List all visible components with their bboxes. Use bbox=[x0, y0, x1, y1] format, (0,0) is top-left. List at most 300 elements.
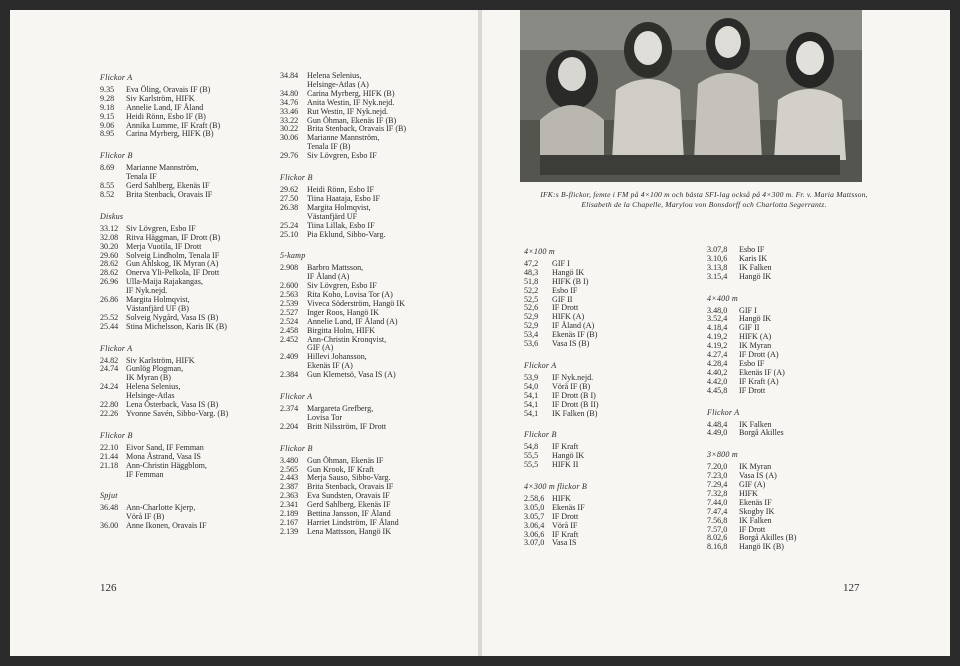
athlete-or-team: Lena Mattsson, Hangö IK bbox=[307, 526, 392, 536]
section-spacer bbox=[280, 239, 470, 250]
result-row bbox=[280, 371, 470, 380]
athlete-or-team: IF Drott bbox=[739, 524, 766, 534]
result-row bbox=[524, 410, 694, 419]
athlete-or-team: Heidi Rönn, Esbo IF bbox=[307, 184, 374, 194]
athlete-or-team: Brita Stenback, Oravais IF bbox=[307, 482, 394, 492]
result-value: 32.08 bbox=[100, 232, 119, 242]
athlete-or-team: Eva Sundsten, Oravais IF bbox=[307, 491, 390, 501]
result-row bbox=[524, 513, 694, 522]
result-value: 26.96 bbox=[100, 277, 119, 287]
result-value: 2.527 bbox=[280, 307, 299, 317]
athlete-or-team: GIF I bbox=[739, 305, 757, 315]
result-value: 24.24 bbox=[100, 382, 119, 392]
section-header: Flickor A bbox=[280, 392, 313, 402]
athlete-or-team: IF Åland (A) bbox=[307, 272, 350, 282]
result-row bbox=[707, 264, 877, 273]
result-row bbox=[524, 287, 694, 296]
athlete-or-team: Inger Roos, Hangö IK bbox=[307, 307, 379, 317]
athlete-or-team: Eivor Sand, IF Femman bbox=[126, 442, 204, 452]
athlete-or-team: Brita Stenback, Oravais IF bbox=[126, 189, 213, 199]
athlete-or-team: Hangö IK bbox=[739, 271, 772, 281]
athlete-or-team: GIF (A) bbox=[307, 343, 334, 353]
section-spacer bbox=[707, 282, 877, 293]
athlete-or-team: Eva Öling, Oravais IF (B) bbox=[126, 84, 211, 94]
section-header: Flickor A bbox=[100, 73, 133, 82]
section-header: Flickor B bbox=[524, 430, 557, 440]
result-value: 4.28,4 bbox=[707, 358, 728, 368]
athlete-or-team: Carina Myrberg, HIFK (B) bbox=[126, 129, 214, 139]
result-value: 28.62 bbox=[100, 268, 119, 278]
athlete-or-team: Margita Holmqvist, bbox=[307, 202, 371, 212]
result-value: 33.46 bbox=[280, 106, 299, 116]
result-row bbox=[707, 499, 877, 508]
result-value: 47,2 bbox=[524, 258, 539, 268]
left-page bbox=[10, 10, 478, 656]
right-page bbox=[482, 10, 950, 656]
section-header: 3×800 m bbox=[707, 450, 738, 460]
section-header: Flickor A bbox=[524, 360, 557, 370]
result-row bbox=[524, 531, 694, 540]
result-value: 53,4 bbox=[524, 330, 539, 340]
athlete-or-team: Borgå Akilles (B) bbox=[739, 533, 797, 543]
section-spacer bbox=[524, 349, 694, 360]
result-value: 3.07,0 bbox=[524, 538, 545, 548]
athlete-or-team: Gerd Sahlberg, Ekenäs IF bbox=[307, 500, 391, 510]
athlete-or-team: Vörå IF (B) bbox=[126, 512, 165, 522]
result-value: 52,5 bbox=[524, 294, 539, 304]
athlete-or-team: Helena Selenius, bbox=[307, 71, 362, 80]
result-value: 2.384 bbox=[280, 370, 299, 380]
athlete-or-team: HIFK (B I) bbox=[552, 276, 589, 286]
result-value: 2.600 bbox=[280, 281, 299, 291]
result-value: 30.22 bbox=[280, 124, 299, 134]
result-value: 8.95 bbox=[100, 129, 115, 139]
result-value: 54,1 bbox=[524, 390, 539, 400]
athlete-or-team: IK Myran (B) bbox=[126, 373, 171, 383]
page-number-right: 127 bbox=[843, 582, 860, 594]
athlete-or-team: Västanfjärd UF bbox=[307, 211, 358, 221]
result-value: 30.06 bbox=[280, 133, 299, 143]
athlete-or-team: Rita Koho, Lovisa Tor (A) bbox=[307, 290, 393, 300]
result-value: 2.565 bbox=[280, 464, 299, 474]
result-row bbox=[707, 342, 877, 351]
result-value: 7.56,8 bbox=[707, 515, 728, 525]
section-spacer bbox=[100, 139, 280, 150]
result-value: 22.10 bbox=[100, 442, 119, 452]
result-value: 7.20,0 bbox=[707, 462, 728, 472]
result-value: 4.45,8 bbox=[707, 385, 728, 395]
athlete-or-team: Brita Stenback, Oravais IF (B) bbox=[307, 124, 407, 134]
athlete-or-team: Vasa IS bbox=[552, 538, 577, 548]
athlete-or-team: Gun Klemetsö, Vasa IS (A) bbox=[307, 370, 396, 380]
result-value: 34.84 bbox=[280, 71, 299, 80]
result-row bbox=[524, 313, 694, 322]
athlete-or-team: Esbo IF bbox=[552, 285, 578, 295]
athlete-or-team: HIFK (A) bbox=[552, 312, 585, 322]
result-value: 2.539 bbox=[280, 298, 299, 308]
result-row bbox=[707, 351, 877, 360]
result-value: 36.00 bbox=[100, 521, 119, 531]
result-row bbox=[524, 296, 694, 305]
athlete-or-team: Onerva Yli-Pelkola, IF Drott bbox=[126, 268, 220, 278]
section-header: Flickor B bbox=[100, 430, 133, 440]
section-spacer bbox=[100, 200, 280, 211]
result-value: 22.80 bbox=[100, 400, 119, 410]
result-value: 3.05,7 bbox=[524, 511, 545, 521]
result-value: 7.29,4 bbox=[707, 480, 728, 490]
athlete-or-team: IF Drott bbox=[739, 385, 766, 395]
athlete-or-team: Hillevi Johansson, bbox=[307, 352, 367, 362]
result-value: 48,3 bbox=[524, 267, 539, 277]
athlete-or-team: Anne Ikonen, Oravais IF bbox=[126, 521, 207, 531]
result-value: 3.52,4 bbox=[707, 314, 728, 324]
athlete-or-team: Ann-Charlotte Kjerp, bbox=[126, 503, 196, 513]
result-value: 34.80 bbox=[280, 88, 299, 98]
result-value: 9.06 bbox=[100, 120, 115, 130]
result-value: 2.908 bbox=[280, 263, 299, 273]
result-value: 53,6 bbox=[524, 339, 539, 349]
athlete-or-team: Ekenäs IF (A) bbox=[307, 361, 353, 371]
athlete-or-team: Tiina Lillak, Esbo IF bbox=[307, 220, 375, 230]
result-value: 21.44 bbox=[100, 451, 119, 461]
result-value: 7.23,0 bbox=[707, 471, 728, 481]
athlete-or-team: GIF II bbox=[552, 294, 573, 304]
result-value: 4.19,2 bbox=[707, 341, 728, 351]
result-value: 29.60 bbox=[100, 250, 119, 260]
result-row bbox=[707, 246, 877, 255]
result-value: 2.458 bbox=[280, 325, 299, 335]
athlete-or-team: Merja Vuotila, IF Drott bbox=[126, 241, 202, 251]
section-header: Flickor B bbox=[100, 151, 133, 161]
result-value: 4.27,4 bbox=[707, 350, 728, 360]
athlete-or-team: Margita Holmqvist, bbox=[126, 295, 190, 305]
athlete-or-team: Ann-Christin Häggblom, bbox=[126, 460, 207, 470]
result-value: 51,8 bbox=[524, 276, 539, 286]
athlete-or-team: Marianne Mannström, bbox=[126, 163, 199, 173]
athlete-or-team: Ekenäs IF bbox=[739, 497, 772, 507]
athlete-or-team: IF Drott (B II) bbox=[552, 399, 599, 409]
result-value: 4.19,2 bbox=[707, 332, 728, 342]
result-value: 52,6 bbox=[524, 303, 539, 313]
athlete-or-team: Margareta Grefberg, bbox=[307, 404, 374, 413]
athlete-or-team: HIFK bbox=[552, 493, 571, 503]
athlete-or-team: Siv Lövgren, Esbo IF bbox=[307, 151, 377, 161]
result-row bbox=[707, 315, 877, 324]
athlete-or-team: HIFK bbox=[739, 488, 758, 498]
athlete-or-team: Helsinge-Atlas bbox=[126, 391, 175, 401]
result-value: 4.40,2 bbox=[707, 367, 728, 377]
result-value: 9.15 bbox=[100, 111, 115, 121]
result-value: 7.32,8 bbox=[707, 488, 728, 498]
result-value: 26.86 bbox=[100, 295, 119, 305]
result-value: 24.74 bbox=[100, 364, 119, 374]
athlete-or-team: Harriet Lindström, IF Åland bbox=[307, 517, 399, 527]
athlete-or-team: Annelie Land, IF Åland (A) bbox=[307, 316, 398, 326]
athlete-or-team: Merja Sauso, Sibbo-Varg. bbox=[307, 473, 391, 483]
athlete-or-team: Vörå IF bbox=[552, 520, 578, 530]
athlete-or-team: IF Drott bbox=[552, 511, 579, 521]
athlete-or-team: Gun Krook, IF Kraft bbox=[307, 464, 374, 474]
section-spacer bbox=[280, 161, 470, 172]
athlete-or-team: HIFK II bbox=[552, 460, 579, 470]
athlete-or-team: Yvonne Savén, Sibbo-Varg. (B) bbox=[126, 409, 229, 418]
result-row bbox=[707, 378, 877, 387]
page-number-left: 126 bbox=[100, 582, 117, 594]
result-value: 30.20 bbox=[100, 241, 119, 251]
athlete-or-team: Vasa IS (B) bbox=[552, 339, 590, 349]
result-row bbox=[524, 269, 694, 278]
result-row bbox=[100, 522, 280, 531]
result-value: 25.24 bbox=[280, 220, 299, 230]
result-value: 36.48 bbox=[100, 503, 119, 513]
result-value: 54,0 bbox=[524, 381, 539, 391]
result-value: 9.35 bbox=[100, 84, 115, 94]
athlete-or-team: Heidi Rönn, Esbo IF (B) bbox=[126, 111, 206, 121]
result-value: 2.409 bbox=[280, 352, 299, 362]
result-value: 34.76 bbox=[280, 97, 299, 107]
section-header: 4×400 m bbox=[707, 293, 738, 303]
athlete-or-team: Hangö IK bbox=[739, 314, 772, 324]
athlete-or-team: Vörå IF (B) bbox=[552, 381, 591, 391]
result-value: 8.16,8 bbox=[707, 542, 728, 552]
athlete-or-team: Viveca Söderström, Hangö IK bbox=[307, 298, 405, 308]
result-row bbox=[524, 331, 694, 340]
result-value: 7.47,4 bbox=[707, 506, 728, 516]
result-value: 52,2 bbox=[524, 285, 539, 295]
result-row bbox=[524, 443, 694, 452]
athlete-or-team: Borgå Akilles bbox=[739, 428, 784, 438]
result-value: 25.10 bbox=[280, 229, 299, 239]
result-row bbox=[707, 360, 877, 369]
result-value: 7.44,0 bbox=[707, 497, 728, 507]
athlete-or-team: Anita Westin, IF Nyk.nejd. bbox=[307, 97, 395, 107]
section-header: Flickor A bbox=[100, 343, 133, 353]
section-header: Flickor B bbox=[280, 443, 313, 453]
athlete-or-team: IF Drott bbox=[552, 303, 579, 313]
result-value: 29.62 bbox=[280, 184, 299, 194]
athlete-or-team: Vasa IS (A) bbox=[739, 471, 777, 481]
athlete-or-team: Bettina Jansson, IF Åland bbox=[307, 509, 391, 519]
result-row bbox=[707, 333, 877, 342]
result-value: 3.07,8 bbox=[707, 245, 728, 254]
athlete-or-team: Ulla-Maija Rajakangas, bbox=[126, 277, 203, 287]
result-row bbox=[524, 392, 694, 401]
result-value: 2.563 bbox=[280, 290, 299, 300]
athlete-or-team: IF Åland (A) bbox=[552, 321, 595, 331]
result-value: 52,9 bbox=[524, 312, 539, 322]
athlete-or-team: Hangö IK bbox=[552, 451, 585, 461]
section-header: Flickor A bbox=[707, 407, 740, 417]
result-value: 2.189 bbox=[280, 509, 299, 519]
result-value: 8.55 bbox=[100, 181, 115, 191]
athlete-or-team: Ekenäs IF bbox=[552, 502, 585, 512]
result-row bbox=[100, 130, 280, 139]
athlete-or-team: IF Kraft (A) bbox=[739, 376, 779, 386]
athlete-or-team: GIF II bbox=[739, 323, 760, 333]
result-value: 3.05,0 bbox=[524, 502, 545, 512]
result-row bbox=[280, 231, 470, 240]
result-value: 2.204 bbox=[280, 421, 299, 431]
result-row bbox=[524, 278, 694, 287]
result-row bbox=[100, 410, 280, 419]
result-row bbox=[707, 517, 877, 526]
athlete-or-team: Ekenäs IF (B) bbox=[552, 330, 598, 340]
result-value: 8.02,6 bbox=[707, 533, 728, 543]
result-value: 3.48,0 bbox=[707, 305, 728, 315]
result-value: 9.18 bbox=[100, 102, 115, 112]
result-value: 25.52 bbox=[100, 312, 119, 322]
result-value: 55,5 bbox=[524, 451, 539, 461]
section-header: 5-kamp bbox=[280, 251, 306, 261]
athlete-or-team: IF Nyk.nejd. bbox=[126, 286, 168, 296]
athlete-or-team: Solveig Lindholm, Tenala IF bbox=[126, 250, 220, 260]
athlete-or-team: IK Falken (B) bbox=[552, 408, 598, 418]
athlete-or-team: Solveig Nygård, Vasa IS (B) bbox=[126, 312, 219, 322]
result-value: 3.06,6 bbox=[524, 529, 545, 539]
section-header: Spjut bbox=[100, 491, 118, 501]
athlete-or-team: IF Femman bbox=[126, 469, 164, 479]
result-value: 3.15,4 bbox=[707, 271, 728, 281]
result-value: 21.18 bbox=[100, 460, 119, 470]
athlete-or-team: Siv Lövgren, Esbo IF bbox=[307, 281, 377, 291]
section-header: 4×300 m flickor B bbox=[524, 482, 588, 492]
athlete-or-team: IK Myran bbox=[739, 462, 772, 472]
athlete-or-team: Gunlög Plogman, bbox=[126, 364, 184, 374]
athlete-or-team: IF Drott (A) bbox=[739, 350, 779, 360]
section-header: Flickor B bbox=[280, 173, 313, 183]
section-header: Diskus bbox=[100, 211, 124, 221]
result-row bbox=[707, 429, 877, 438]
result-value: 25.44 bbox=[100, 321, 119, 331]
result-row bbox=[100, 471, 280, 480]
team-photo bbox=[520, 10, 862, 182]
result-row bbox=[707, 508, 877, 517]
athlete-or-team: Lena Österback, Vasa IS (B) bbox=[126, 400, 219, 410]
athlete-or-team: Skogby IK bbox=[739, 506, 775, 516]
section-spacer bbox=[100, 419, 280, 430]
result-value: 2.524 bbox=[280, 316, 299, 326]
result-value: 3.06,4 bbox=[524, 520, 545, 530]
section-spacer bbox=[524, 470, 694, 481]
athlete-or-team: Tiina Haataja, Esbo IF bbox=[307, 193, 380, 203]
result-row bbox=[524, 401, 694, 410]
result-value: 54,1 bbox=[524, 408, 539, 418]
athlete-or-team: Esbo IF bbox=[739, 245, 765, 254]
athlete-or-team: Siv Lövgren, Esbo IF bbox=[126, 223, 196, 233]
result-value: 2.58,6 bbox=[524, 493, 545, 503]
section-spacer bbox=[100, 479, 280, 490]
result-value: 8.69 bbox=[100, 163, 115, 173]
result-row bbox=[707, 463, 877, 472]
result-value: 29.76 bbox=[280, 151, 299, 161]
athlete-or-team: Hangö IK bbox=[552, 267, 585, 277]
athlete-or-team: Esbo IF bbox=[739, 358, 765, 368]
result-value: 2.443 bbox=[280, 473, 299, 483]
left-column-1 bbox=[100, 72, 280, 531]
athlete-or-team: IK Falken bbox=[739, 419, 772, 429]
result-value: 2.139 bbox=[280, 526, 299, 536]
result-value: 2.341 bbox=[280, 500, 299, 510]
athlete-or-team: Gun Öhman, Ekenäs IF bbox=[307, 455, 384, 465]
result-value: 3.480 bbox=[280, 455, 299, 465]
result-row bbox=[707, 481, 877, 490]
athlete-or-team: HIFK (A) bbox=[739, 332, 772, 342]
result-row bbox=[100, 323, 280, 332]
section-spacer bbox=[280, 432, 470, 443]
athlete-or-team: Hangö IK (B) bbox=[739, 542, 784, 552]
athlete-or-team: Gun Ahlskog, IK Myran (A) bbox=[126, 259, 219, 269]
result-value: 2.374 bbox=[280, 404, 299, 413]
result-value: 4.48,4 bbox=[707, 419, 728, 429]
result-value: 53,9 bbox=[524, 372, 539, 382]
result-value: 24.82 bbox=[100, 355, 119, 365]
result-row bbox=[524, 260, 694, 269]
result-value bbox=[100, 471, 126, 480]
result-row bbox=[707, 421, 877, 430]
result-value: 2.452 bbox=[280, 334, 299, 344]
result-value: 7.57,0 bbox=[707, 524, 728, 534]
athlete-or-team: IK Myran bbox=[739, 341, 772, 351]
athlete-or-team: Karis IK bbox=[739, 253, 768, 263]
result-value: 52,9 bbox=[524, 321, 539, 331]
athlete-or-team: GIF I bbox=[552, 258, 570, 268]
athlete-or-team: Carina Myrberg, HIFK (B) bbox=[307, 88, 395, 98]
result-row bbox=[280, 528, 470, 537]
photo-caption: IFK:s B-flickor, femte i FM på 4×100 m och bästa SFI-lag också på 4×300 m. Fr. v. Maria Mattsson, Elisabeth de la Chapelle, Marylou von Bonsdorff och Charlotta Segerrantz. bbox=[540, 190, 868, 209]
athlete-or-team: Gun Öhman, Ekenäs IF (B) bbox=[307, 115, 397, 125]
athlete-or-team: Ekenäs IF (A) bbox=[739, 367, 785, 377]
athlete-or-team: Tenala IF bbox=[126, 172, 157, 182]
result-value: 26.38 bbox=[280, 202, 299, 212]
result-value: 4.49,0 bbox=[707, 428, 728, 438]
athlete-or-team: Siv Karlström, HIFK bbox=[126, 93, 195, 103]
result-value: 22.26 bbox=[100, 409, 119, 418]
athlete-or-team: IF Nyk.nejd. bbox=[552, 372, 594, 382]
athlete-or-team: Annika Lumme, IF Kraft (B) bbox=[126, 120, 221, 130]
result-row bbox=[280, 152, 470, 161]
result-row bbox=[524, 383, 694, 392]
athlete-or-team: Helena Selenius, bbox=[126, 382, 181, 392]
result-value: 33.22 bbox=[280, 115, 299, 125]
result-value: 4.18,4 bbox=[707, 323, 728, 333]
result-value: 8.52 bbox=[100, 189, 115, 199]
athlete-or-team: Mona Åstrand, Vasa IS bbox=[126, 451, 201, 461]
athlete-or-team: Rut Westin, IF Nyk.nejd. bbox=[307, 106, 389, 116]
athlete-or-team: IF Kraft bbox=[552, 442, 579, 452]
athlete-or-team: Ann-Christin Kronqvist, bbox=[307, 334, 387, 344]
athlete-or-team: Lovisa Tor bbox=[307, 412, 343, 422]
result-row bbox=[524, 461, 694, 470]
athlete-or-team: IK Falken bbox=[739, 262, 772, 272]
athlete-or-team: Ritva Häggman, IF Drott (B) bbox=[126, 232, 221, 242]
result-row bbox=[524, 304, 694, 313]
result-row bbox=[707, 490, 877, 499]
result-value: 4.42,0 bbox=[707, 376, 728, 386]
result-row bbox=[707, 534, 877, 543]
result-row bbox=[707, 324, 877, 333]
result-row bbox=[707, 543, 877, 552]
result-row bbox=[707, 369, 877, 378]
section-spacer bbox=[524, 418, 694, 429]
result-value: 33.12 bbox=[100, 223, 119, 233]
result-value: 54,8 bbox=[524, 442, 539, 452]
athlete-or-team: IK Falken bbox=[739, 515, 772, 525]
section-header: 4×100 m bbox=[524, 247, 555, 256]
section-spacer bbox=[707, 396, 877, 407]
result-row bbox=[524, 495, 694, 504]
athlete-or-team: Gerd Sahlberg, Ekenäs IF bbox=[126, 181, 210, 191]
result-value: 54,1 bbox=[524, 399, 539, 409]
